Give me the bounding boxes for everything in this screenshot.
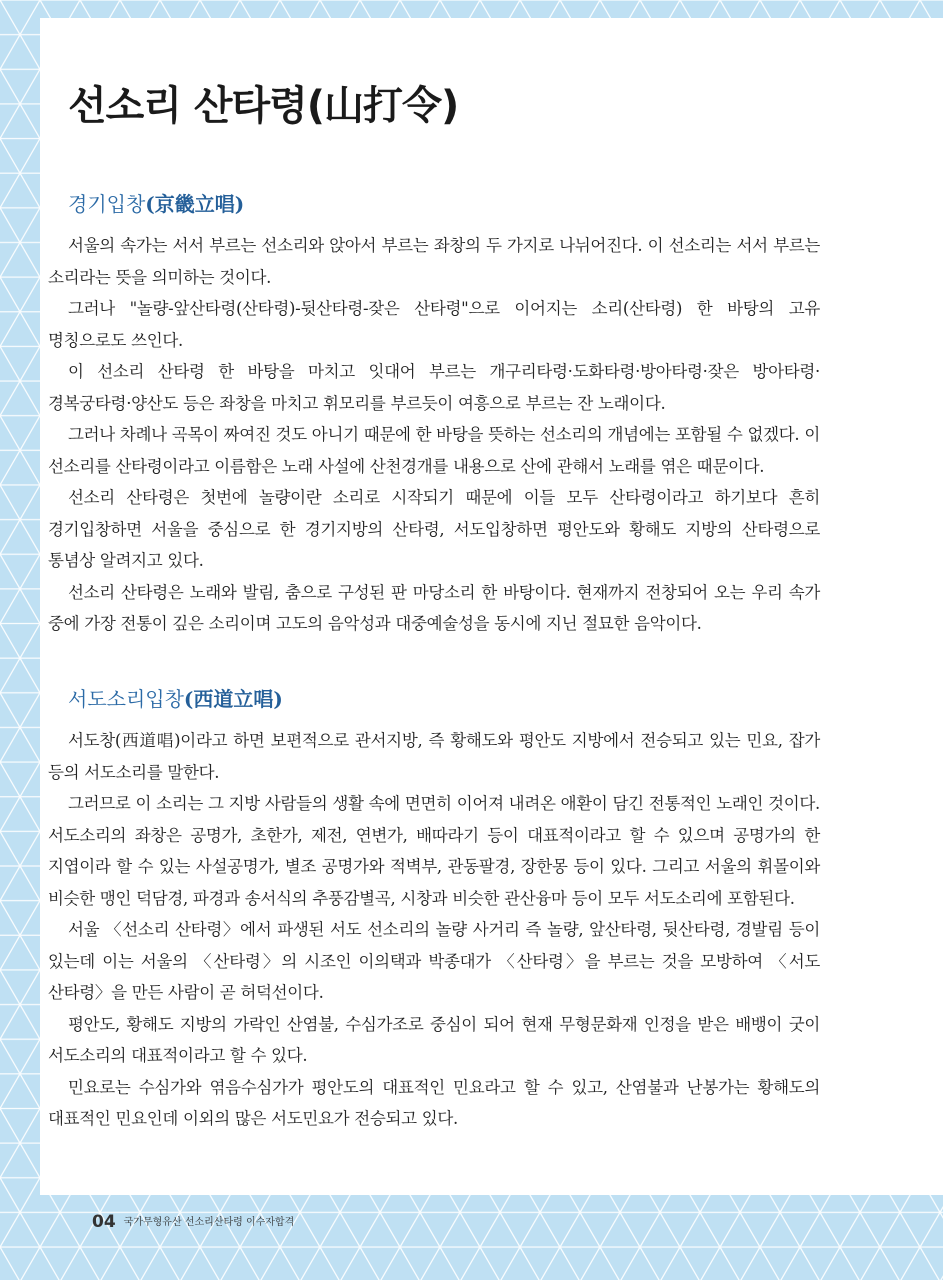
paragraph: 그러므로 이 소리는 그 지방 사람들의 생활 속에 면면히 이어져 내려온 애환이 담긴 전통적인 노래인 것이다. 서도소리의 좌창은 공명가, 초한가, 제전, 연변가, 배따라기 등이 대표적이라고 할 수 있으며 공명가의 한 지엽이라 할 수 있는 사설공명가, 별조 공명가와 적벽부, 관동팔경, 장한몽 등이 있다. 그리고 서울의 휘몰이와 비슷한 맹인 덕담경, 파경과 송서식의 추풍감별곡, 시창과 비슷한 관산융마 등이 모두 서도소리에 포함된다.	[48, 794, 820, 908]
paragraph: 평안도, 황해도 지방의 가락인 산염불, 수심가조로 중심이 되어 현재 무형문화재 인정을 받은 배뱅이 굿이 서도소리의 대표적이라고 할 수 있다.	[48, 1014, 820, 1065]
publication-title: 국가무형유산 선소리산타령 이수자합격	[123, 1217, 295, 1228]
paragraph: 그러나 "놀량-앞산타령(산타령)-뒷산타령-잦은 산타령"으로 이어지는 소리(산타령) 한 바탕의 고유 명칭으로도 쓰인다.	[48, 299, 820, 350]
paragraph: 선소리 산타령은 첫번에 놀량이란 소리로 시작되기 때문에 이들 모두 산타령이라고 하기보다 흔히 경기입창하면 서울을 중심으로 한 경기지방의 산타령, 서도입창하면 평안도와 황해도 지방의 산타령으로 통념상 알려지고 있다.	[48, 488, 820, 570]
section-body-gyeonggi	[48, 230, 820, 640]
section-heading-hanja: (西道立唱)	[183, 687, 283, 711]
section-heading-korean: 서도소리입창	[68, 687, 184, 711]
section-heading-seodo	[68, 683, 283, 712]
paragraph: 민요로는 수심가와 엮음수심가가 평안도의 대표적인 민요라고 할 수 있고, 산염불과 난봉가는 황해도의 대표적인 민요인데 이외의 많은 서도민요가 전승되고 있다.	[48, 1077, 820, 1128]
paragraph: 선소리 산타령은 노래와 발림, 춤으로 구성된 판 마당소리 한 바탕이다. 현재까지 전창되어 오는 우리 속가 중에 가장 전통이 깊은 소리이며 고도의 음악성과 대중예술성을 동시에 지닌 절묘한 음악이다.	[48, 582, 820, 633]
page-number: 04	[92, 1212, 116, 1232]
page-title: 선소리 산타령(山打令)	[68, 83, 459, 129]
section-heading-hanja: (京畿立唱)	[145, 192, 245, 216]
paragraph: 서도창(西道唱)이라고 하면 보편적으로 관서지방, 즉 황해도와 평안도 지방에서 전승되고 있는 민요, 잡가 등의 서도소리를 말한다.	[48, 731, 820, 782]
section-heading-korean: 경기입창	[68, 192, 146, 216]
section-heading-gyeonggi	[68, 188, 244, 217]
paragraph: 이 선소리 산타령 한 바탕을 마치고 잇대어 부르는 개구리타령·도화타령·방아타령·잦은 방아타령·경복궁타령·양산도 등은 좌창을 마치고 휘모리를 부르듯이 여흥으로 부르는 잔 노래이다.	[48, 362, 820, 413]
paragraph: 그러나 차례나 곡목이 짜여진 것도 아니기 때문에 한 바탕을 뜻하는 선소리의 개념에는 포함될 수 없겠다. 이 선소리를 산타령이라고 이름함은 노래 사설에 산천경개를 내용으로 산에 관해서 노래를 엮은 때문이다.	[48, 425, 820, 476]
paragraph: 서울 〈선소리 산타령〉에서 파생된 서도 선소리의 놀량 사거리 즉 놀량, 앞산타령, 뒷산타령, 경발림 등이 있는데 이는 서울의 〈산타령〉의 시조인 이의택과 박종대가 〈산타령〉을 부르는 것을 모방하여 〈서도 산타령〉을 만든 사람이 곧 허덕선이다.	[48, 920, 820, 1002]
paragraph: 서울의 속가는 서서 부르는 선소리와 앉아서 부르는 좌창의 두 가지로 나뉘어진다. 이 선소리는 서서 부르는 소리라는 뜻을 의미하는 것이다.	[48, 236, 820, 287]
section-body-seodo	[48, 725, 820, 1135]
page-footer	[92, 1212, 294, 1232]
